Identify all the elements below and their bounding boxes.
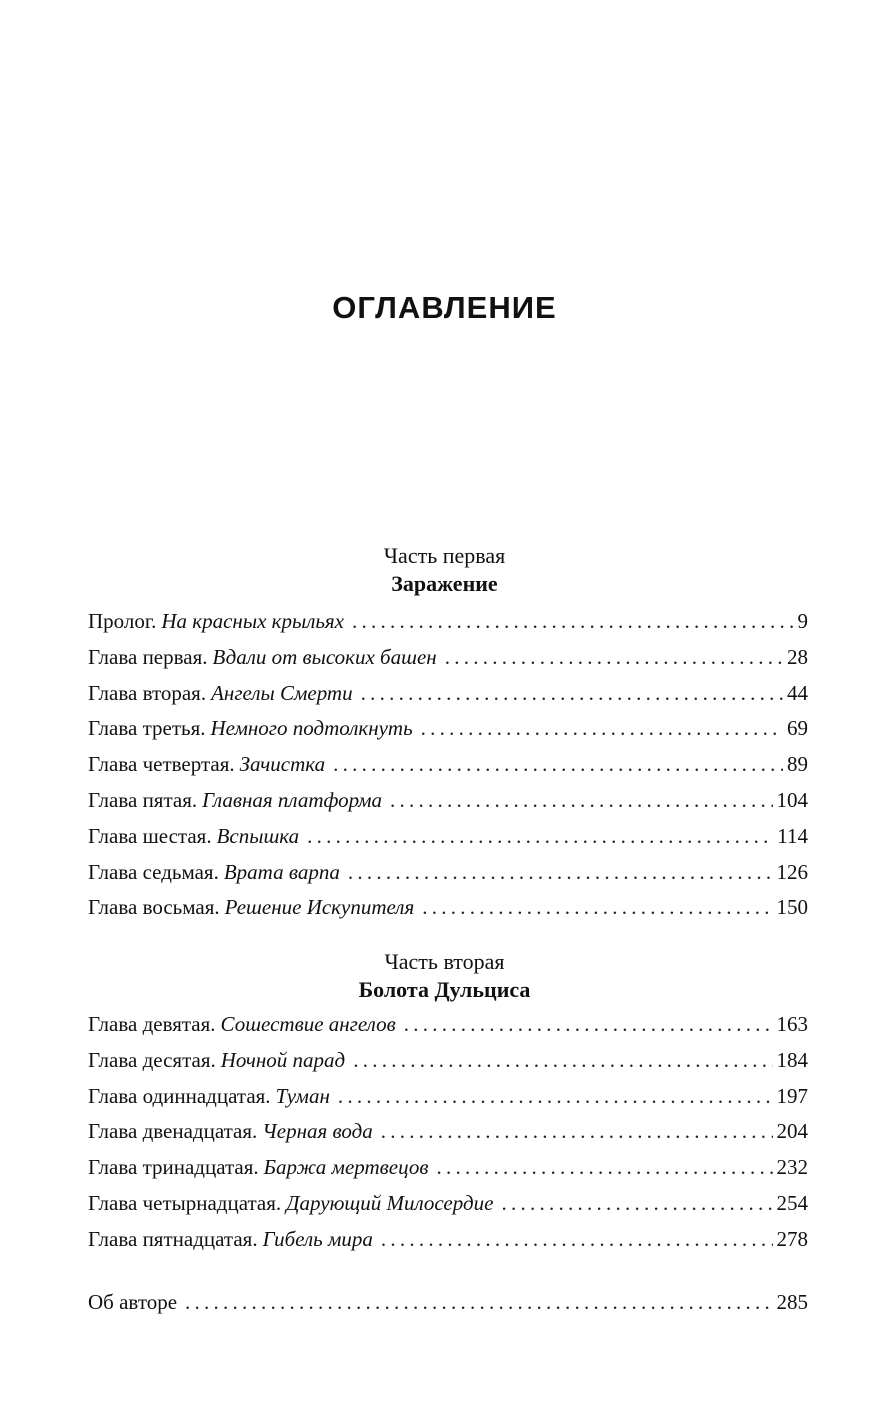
dot-leader [352, 609, 794, 634]
toc-entry[interactable] [88, 1227, 808, 1263]
part-two-header [0, 948, 889, 1004]
toc-entry[interactable] [88, 824, 808, 860]
dot-leader [338, 1084, 773, 1109]
toc-entry[interactable] [88, 1119, 808, 1155]
toc-entry[interactable] [88, 609, 808, 645]
chapter-title: Ночной парад [220, 1047, 346, 1072]
chapter-label: Глава третья. [88, 716, 206, 741]
page-number: 150 [776, 895, 808, 920]
dot-leader [333, 752, 783, 777]
chapter-title: Главная платформа [202, 787, 382, 812]
chapter-label: Глава четырнадцатая. [88, 1190, 282, 1215]
chapter-title: Вдали от высоких башен [212, 644, 437, 669]
page-number: 197 [776, 1083, 808, 1108]
toc-entry[interactable] [88, 752, 808, 788]
page-number: 9 [797, 609, 808, 633]
part-two-label: Часть вторая [384, 949, 505, 974]
dot-leader [381, 1227, 773, 1252]
chapter-label: Глава вторая. [88, 680, 207, 705]
dot-leader [185, 1290, 772, 1315]
chapter-title: Туман [275, 1083, 330, 1108]
dot-leader [353, 1048, 772, 1073]
page-number: 232 [776, 1155, 808, 1180]
toc-entry[interactable] [88, 895, 808, 931]
toc-entry[interactable] [88, 1048, 808, 1084]
dot-leader [348, 860, 773, 885]
chapter-label: Глава одиннадцатая. [88, 1083, 271, 1108]
page-number: 89 [787, 752, 808, 777]
chapter-label: Глава девятая. [88, 1012, 216, 1036]
chapter-title: Гибель мира [262, 1226, 373, 1251]
dot-leader [421, 716, 783, 741]
chapter-title: Зачистка [239, 752, 326, 777]
part-one-toc [88, 609, 808, 931]
part-two-name: Болота Дульциса [358, 977, 531, 1002]
about-section [88, 1290, 808, 1326]
toc-entry[interactable] [88, 681, 808, 717]
page-number: 163 [776, 1012, 808, 1036]
about-author-label: Об авторе [88, 1290, 178, 1314]
page-number: 104 [776, 787, 808, 812]
chapter-title: Врата варпа [223, 859, 340, 884]
toc-entry[interactable] [88, 788, 808, 824]
part-one-label: Часть первая [383, 543, 506, 568]
page-number: 285 [776, 1290, 808, 1314]
page-number: 114 [777, 823, 808, 848]
dot-leader [501, 1191, 772, 1216]
chapter-label: Глава первая. [88, 644, 208, 669]
chapter-label: Пролог. [88, 609, 157, 633]
toc-entry[interactable] [88, 1191, 808, 1227]
page-number: 184 [776, 1047, 808, 1072]
part-two-toc [88, 1012, 808, 1263]
chapter-label: Глава седьмая. [88, 859, 219, 884]
dot-leader [404, 1012, 773, 1037]
chapter-label: Глава восьмая. [88, 895, 220, 920]
chapter-title: Сошествие ангелов [220, 1012, 396, 1036]
part-one-header [0, 542, 889, 598]
chapter-label: Глава пятнадцатая. [88, 1226, 258, 1251]
page-number: 126 [776, 859, 808, 884]
dot-leader [361, 681, 783, 706]
toc-entry[interactable] [88, 1084, 808, 1120]
toc-entry[interactable] [88, 716, 808, 752]
page-number: 69 [787, 716, 808, 741]
dot-leader [307, 824, 773, 849]
chapter-label: Глава двенадцатая. [88, 1119, 258, 1144]
page-number: 44 [787, 680, 808, 705]
page-number: 28 [787, 644, 808, 669]
page-number: 254 [776, 1190, 808, 1215]
page-number: 204 [776, 1119, 808, 1144]
page-number: 278 [776, 1226, 808, 1251]
page-title: ОГЛАВЛЕНИЕ [332, 290, 557, 325]
dot-leader [381, 1119, 773, 1144]
toc-entry[interactable] [88, 1012, 808, 1048]
toc-entry[interactable] [88, 860, 808, 896]
dot-leader [422, 895, 772, 920]
chapter-title: Решение Искупителя [224, 895, 415, 920]
dot-leader [436, 1155, 772, 1180]
toc-entry[interactable] [88, 645, 808, 681]
chapter-label: Глава четвертая. [88, 752, 235, 777]
chapter-label: Глава десятая. [88, 1047, 216, 1072]
toc-entry[interactable] [88, 1155, 808, 1191]
chapter-title: На красных крыльях [161, 609, 344, 633]
dot-leader [445, 645, 783, 670]
chapter-title: Баржа мертвецов [263, 1155, 429, 1180]
part-one-name: Заражение [391, 571, 498, 596]
dot-leader [390, 788, 773, 813]
toc-entry-about-author[interactable] [88, 1290, 808, 1326]
chapter-title: Дарующий Милосердие [286, 1190, 494, 1215]
chapter-label: Глава тринадцатая. [88, 1155, 259, 1180]
chapter-title: Ангелы Смерти [211, 680, 353, 705]
chapter-label: Глава шестая. [88, 823, 212, 848]
chapter-title: Вспышка [216, 823, 300, 848]
chapter-label: Глава пятая. [88, 787, 198, 812]
chapter-title: Немного подтолкнуть [210, 716, 413, 741]
chapter-title: Черная вода [262, 1119, 373, 1144]
